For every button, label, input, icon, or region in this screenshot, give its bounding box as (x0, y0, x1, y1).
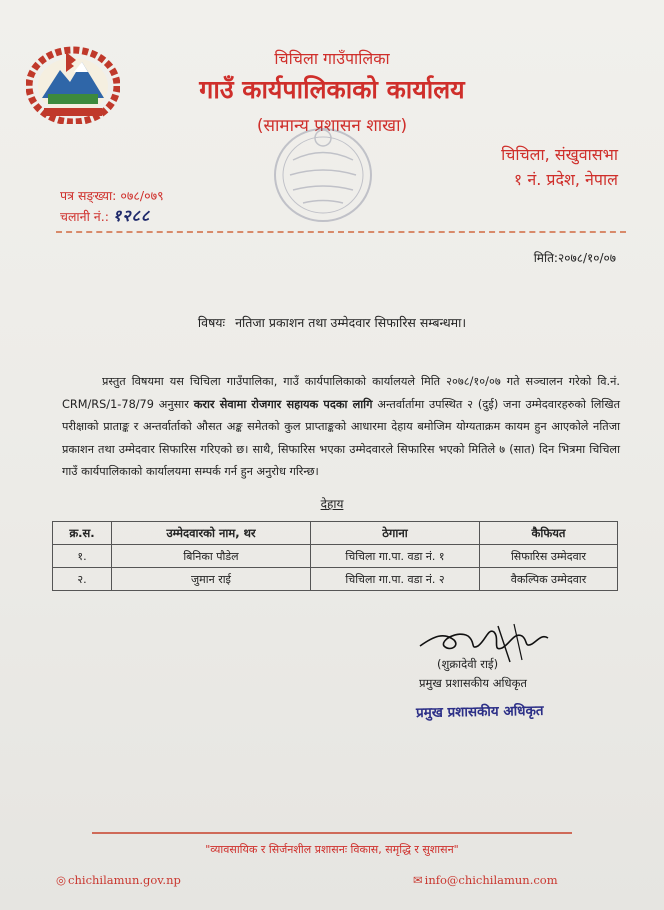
office-address (501, 142, 618, 192)
reference-block (60, 186, 164, 227)
body-text-part-1: प्रस्तुत विषयमा यस चिचिला गाउँपालिका, गाउँ कार्यपालिकाको कार्यालयले मिति २०७८/१०/०७ गते सञ्चालन गरेको वि.नं. CRM/RS/1-78/79 अनुसार (62, 375, 620, 411)
candidate-table (52, 521, 618, 591)
column-header-address: ठेगाना (311, 522, 480, 545)
office-name: गाउँ कार्यपालिकाको कार्यालय (199, 75, 465, 104)
section-name: (सामान्य प्रशासन शाखा) (256, 116, 408, 136)
address-line-2: १ नं. प्रदेश, नेपाल (513, 170, 618, 189)
subject-label: विषयः (197, 315, 226, 330)
header-divider (56, 231, 626, 233)
cell-serial: २. (53, 568, 112, 591)
table-header-row (53, 522, 618, 545)
cell-name: बिनिका पौडेल (112, 545, 311, 568)
footer-email (413, 873, 558, 887)
reference-number (60, 186, 164, 206)
reference-value: ०७८/०७९ (120, 188, 164, 203)
email-text: info@chichilamun.com (424, 873, 558, 887)
signatory-name: (शुक्रादेवी राई) (437, 657, 499, 671)
footer-divider (92, 832, 572, 834)
envelope-icon: ✉ (413, 873, 423, 887)
cell-serial: १. (53, 545, 112, 568)
reference-label: पत्र सङ्ख्या: (60, 188, 117, 203)
cell-address: चिचिला गा.पा. वडा नं. १ (311, 545, 480, 568)
globe-icon: ◎ (56, 873, 67, 887)
letter-date: मिति:२०७८/१०/०७ (533, 251, 616, 265)
subject-line (0, 314, 664, 331)
table-row (53, 545, 618, 568)
address-line-1: चिचिला, संखुवासभा (501, 145, 618, 164)
body-text-part-2: अन्तर्वार्तामा उपस्थित २ (दुई) जना उम्मेदवारहरुको लिखित परीक्षाको प्राताङ्क र अन्तर्वार्ताको औसत अङ्क समेतको कुल प्राप्ताङ्कको आधारमा देहाय बमोजिम योग्यताक्रम कायम हुन आएकोले नतिजा प्रकाशन तथा उम्मेदवार सिफारिस गरिएको छ। साथै, सिफारिस भएका उम्मेदवारले सिफारिस भएको मितिले ७ (सात) दिन भित्रमा चिचिला गाउँ कार्यपालिकाको कार्यालयमा सम्पर्क गर्न हुन अनुरोध गरिन्छ। (62, 397, 621, 478)
footer-motto: "व्यावसायिक र सिर्जनशील प्रशासनः विकास, समृद्धि र सुशासन" (205, 843, 459, 856)
signatory-stamp: प्रमुख प्रशासकीय अधिकृत (415, 702, 544, 722)
column-header-name: उम्मेदवारको नाम, थर (112, 522, 311, 545)
cell-remarks: वैकल्पिक उम्मेदवार (480, 568, 618, 591)
municipality-name: चिचिला गाउँपालिका (274, 49, 390, 68)
column-header-serial: क्र.स. (53, 522, 112, 545)
cell-name: जुमान राई (112, 568, 311, 591)
cell-address: चिचिला गा.पा. वडा नं. २ (311, 568, 480, 591)
office-seal-icon (268, 120, 378, 230)
dispatch-label: चलानी नं.: (60, 209, 109, 224)
cell-remarks: सिफारिस उम्मेदवार (480, 545, 618, 568)
signatory-title: प्रमुख प्रशासकीय अधिकृत (419, 676, 527, 690)
subject-text: नतिजा प्रकाशन तथा उम्मेदवार सिफारिस सम्बन्धमा। (235, 315, 467, 330)
website-text: chichilamun.gov.np (68, 873, 181, 887)
dispatch-value: १२८८ (112, 206, 151, 225)
column-header-remarks: कैफियत (480, 522, 618, 545)
table-row (53, 568, 618, 591)
body-paragraph (62, 371, 620, 484)
dispatch-number (60, 206, 164, 227)
annex-title: देहाय (320, 497, 344, 511)
body-text-highlight: करार सेवामा रोजगार सहायक पदका लागि (193, 397, 373, 411)
footer-website (56, 873, 181, 887)
